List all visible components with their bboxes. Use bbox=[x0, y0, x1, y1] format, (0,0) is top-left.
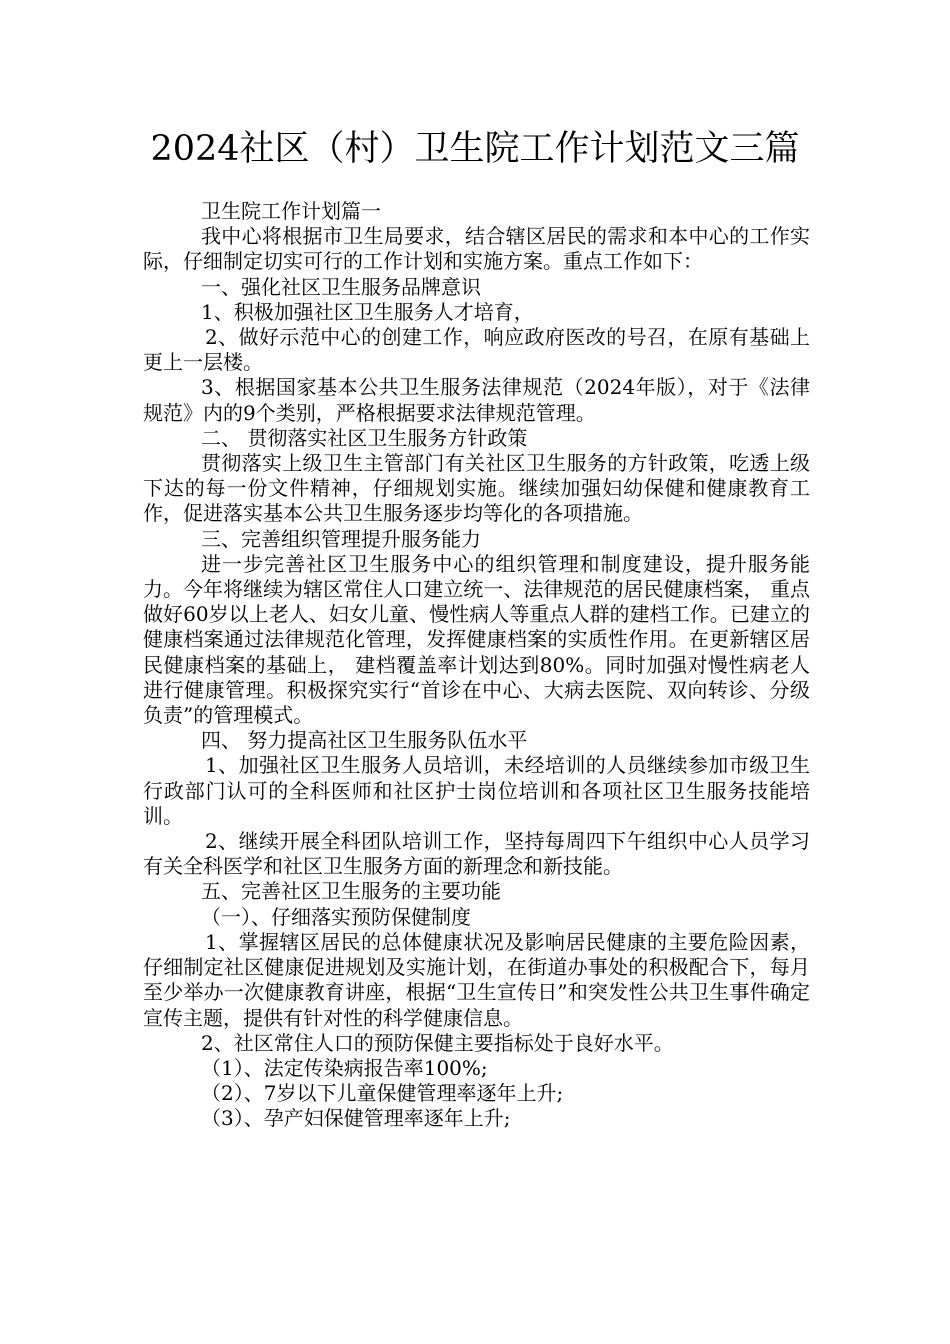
list-item: 3、根据国家基本公共卫生服务法律规范（2024年版），对于《法律规范》内的9个类别，严格根据要求法律规范管理。 bbox=[143, 375, 810, 425]
list-item: 1、积极加强社区卫生服务人才培育， bbox=[201, 299, 534, 324]
list-item: 2、做好示范中心的创建工作，响应政府医改的号召，在原有基础上更上一层楼。 bbox=[143, 325, 810, 375]
subsection-heading: （一）、仔细落实预防保健制度 bbox=[201, 904, 471, 929]
list-item: （2）、7岁以下儿童保健管理率逐年上升; bbox=[201, 1081, 564, 1106]
list-item: 2、继续开展全科团队培训工作，坚持每周四下午组织中心人员学习有关全科医学和社区卫生服务方面的新理念和新技能。 bbox=[143, 829, 810, 879]
list-item: 1、掌握辖区居民的总体健康状况及影响居民健康的主要危险因素，仔细制定社区健康促进规划及实施计划，在街道办事处的积极配合下，每月至少举办一次健康教育讲座，根据“卫生宣传日”和突发性公共卫生事件确定宣传主题，提供有针对性的科学健康信息。 bbox=[143, 929, 810, 1030]
paragraph: 我中心将根据市卫生局要求，结合辖区居民的需求和本中心的工作实际，仔细制定切实可行的工作计划和实施方案。重点工作如下： bbox=[143, 224, 810, 274]
document-body bbox=[143, 199, 810, 1132]
document-title: 2024社区（村）卫生院工作计划范文三篇 bbox=[150, 129, 800, 169]
section-heading: 四、 努力提高社区卫生服务队伍水平 bbox=[201, 728, 528, 753]
list-item: （1）、法定传染病报告率100%; bbox=[201, 1055, 488, 1080]
section-heading: 二、 贯彻落实社区卫生服务方针政策 bbox=[201, 425, 528, 450]
section-heading: 三、完善组织管理提升服务能力 bbox=[201, 526, 481, 551]
paragraph: 进一步完善社区卫生服务中心的组织管理和制度建设，提升服务能力。今年将继续为辖区常住人口建立统一、法律规范的居民健康档案， 重点做好60岁以上老人、妇女儿童、慢性病人等重点人群的建档工作。已建立的健康档案通过法律规范化管理，发挥健康档案的实质性作用。在更新辖区居民健康档案的基础上， 建档覆盖率计划达到80%。同时加强对慢性病老人进行健康管理。积极探究实行“首诊在中心、大病去医院、双向转诊、分级负责”的管理模式。 bbox=[143, 551, 810, 728]
section-heading: 一、强化社区卫生服务品牌意识 bbox=[201, 274, 481, 299]
section-heading: 五、完善社区卫生服务的主要功能 bbox=[201, 879, 501, 904]
list-item: （3）、孕产妇保健管理率逐年上升; bbox=[201, 1106, 511, 1131]
paragraph: 贯彻落实上级卫生主管部门有关社区卫生服务的方针政策，吃透上级下达的每一份文件精神，仔细规划实施。继续加强妇幼保健和健康教育工作，促进落实基本公共卫生服务逐步均等化的各项措施。 bbox=[143, 451, 810, 526]
section-heading: 卫生院工作计划篇一 bbox=[201, 199, 381, 223]
list-item: 2、社区常住人口的预防保健主要指标处于良好水平。 bbox=[201, 1030, 674, 1055]
list-item: 1、加强社区卫生服务人员培训，未经培训的人员继续参加市级卫生行政部门认可的全科医师和社区护士岗位培训和各项社区卫生服务技能培训。 bbox=[143, 753, 810, 828]
